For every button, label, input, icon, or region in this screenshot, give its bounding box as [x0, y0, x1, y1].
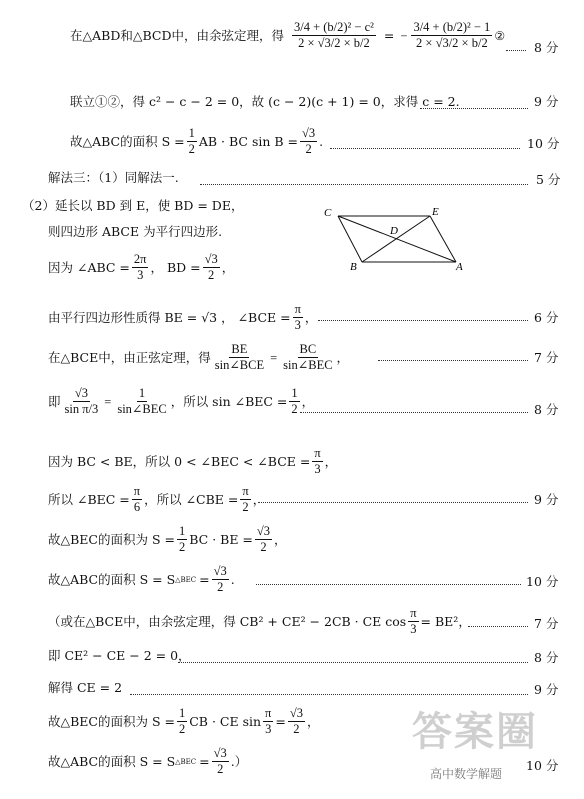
fraction-denominator: 2	[291, 402, 298, 416]
fraction-numerator: 1	[138, 386, 146, 400]
fraction-denominator: 6	[133, 500, 141, 514]
fraction-denominator: 3	[265, 722, 272, 736]
solution-line-3	[70, 126, 323, 157]
fraction-sqrt3-over-2	[212, 746, 229, 777]
fraction-half	[177, 706, 187, 737]
solution-line-15	[48, 606, 471, 637]
solution-line-19	[48, 746, 247, 777]
fraction-two-pi-over-3	[132, 252, 149, 283]
line-text: ，	[324, 453, 338, 469]
fraction-numerator: 1	[178, 524, 186, 538]
fraction-denominator: sin π/3	[64, 402, 99, 416]
label-e: E	[432, 206, 439, 218]
parallelogram-diagram	[322, 204, 472, 274]
solution-line-12	[48, 484, 265, 515]
fraction-numerator: √3	[302, 126, 316, 140]
points-label: 5 分	[536, 172, 561, 187]
label-c: C	[324, 207, 332, 219]
dot-leader	[200, 184, 528, 185]
dot-leader	[378, 360, 528, 361]
fraction-numerator: BE	[231, 342, 248, 356]
fraction-half	[289, 386, 299, 417]
dot-leader	[420, 108, 528, 109]
diagonal-be	[362, 216, 430, 262]
fraction-denominator: 3	[410, 622, 417, 636]
line-text: ，	[221, 259, 235, 275]
line-text: ， BD =	[150, 259, 201, 275]
line-text: .	[319, 133, 324, 149]
points-label: 7 分	[534, 616, 559, 631]
fraction-pi-over-3	[293, 302, 303, 333]
fraction-denominator: 2	[242, 500, 249, 514]
solution-line-11	[48, 446, 337, 477]
line-text: 即 CE² − CE − 2 = 0，	[48, 648, 191, 663]
solution-line-13	[48, 524, 287, 555]
watermark-logo: 答案圈	[412, 709, 538, 755]
line-text: ，所以 ∠CBE =	[144, 491, 239, 507]
fraction-pi-over-3	[312, 446, 322, 477]
fraction-denominator: 2	[217, 762, 224, 776]
fraction-denominator: 2	[208, 268, 215, 282]
fraction-denominator: 2	[293, 722, 300, 736]
solution-line-9: 在△BCE中，由正弦定理，得 $\frac{BE}{\text{sin∠BCE}}$ = $\frac{BC}{\text{sin∠BEC}}$ ，	[48, 342, 350, 372]
fraction-numerator: 3/4 + (b/2)² − 1	[413, 20, 491, 34]
line-text: 故△ABC的面积 S =	[70, 133, 185, 149]
fraction-pi-over-3	[263, 706, 273, 737]
fraction-denominator: 2	[178, 540, 186, 554]
fraction-denominator: 3	[294, 318, 301, 332]
fraction-cosine-right	[411, 20, 492, 51]
dot-leader	[178, 662, 528, 663]
solution-line-14	[48, 564, 235, 595]
label-d: D	[390, 225, 398, 237]
fraction-numerator: π	[265, 706, 272, 720]
solution-line-17	[48, 680, 122, 696]
solution-line-8	[48, 302, 317, 333]
line-text: ，	[336, 349, 350, 365]
fraction-pi-over-2	[240, 484, 250, 515]
fraction-denominator: 2	[178, 722, 186, 736]
line-text: 联立①②，得 c² − c − 2 = 0，故 (c − 2)(c + 1) = 0，求得 c = 2.	[70, 94, 460, 109]
line-text: .）	[230, 753, 248, 769]
dot-leader	[318, 320, 528, 321]
solution-line-10: 即 $\frac{√3}{\text{sin π/3}}$ = $\frac{1}{\text{sin∠BEC}}$ ，所以 sin ∠BEC = $\frac{1}{2}$ ，	[48, 386, 315, 416]
line-text: =	[199, 753, 210, 769]
dot-leader	[130, 694, 528, 695]
subscript: △BEC	[175, 757, 197, 766]
fraction-numerator: 3/4 + (b/2)² − c²	[293, 20, 374, 34]
line-text: AB · BC sin B =	[198, 133, 299, 149]
line-text: =	[275, 713, 286, 729]
points-label: 7 分	[534, 350, 559, 365]
points-label: 9 分	[534, 94, 559, 109]
fraction-denominator: 2 × √3/2 × b/2	[416, 36, 488, 50]
points-label: 8 分	[534, 402, 559, 417]
dot-leader	[258, 502, 528, 503]
fraction-numerator: √3	[74, 386, 88, 400]
fraction-half	[187, 126, 197, 157]
dot-leader	[506, 50, 526, 51]
fraction-sqrt3-over-2	[212, 564, 229, 595]
fraction-denominator: 2	[260, 540, 267, 554]
fraction-numerator: π	[294, 302, 301, 316]
line-text: 故△BEC的面积为 S =	[48, 531, 175, 547]
points-label: 9 分	[534, 682, 559, 697]
fraction-denominator: 2	[217, 580, 224, 594]
points-label: 10 分	[526, 758, 559, 773]
line-text: 即	[48, 393, 61, 409]
line-text: ，	[252, 491, 266, 507]
fraction-numerator: BC	[299, 342, 317, 356]
edge-ea	[430, 216, 456, 262]
dot-leader	[468, 626, 528, 627]
fraction-denominator: 2 × √3/2 × b/2	[298, 36, 370, 50]
fraction-numerator: √3	[213, 746, 227, 760]
line-text: ，所以 sin ∠BEC =	[170, 393, 288, 409]
solution-line-5	[22, 198, 243, 214]
fraction-numerator: 2π	[133, 252, 147, 266]
solution-line-18	[48, 706, 319, 737]
line-text: BC · BE =	[189, 531, 253, 547]
line-text: 故△BEC的面积为 S =	[48, 713, 175, 729]
fraction-denominator: 2	[188, 142, 195, 156]
dot-leader	[256, 584, 521, 585]
line-text: .	[230, 571, 235, 587]
fraction-denominator: sin∠BEC	[117, 402, 167, 416]
solution-line-1: 在△ABD和△BCD中，由余弦定理，得 $\frac{\text{3/4 + (b/2)² − c²}}{2 \times √3/2 \times b/2}$ = − $\frac{\text{3/4 + (b/2)² − 1}}{2 \times √3/2 \times b/2}$ ②	[70, 20, 506, 50]
line-text: ，	[304, 309, 318, 325]
line-text: 在△ABD和△BCD中，由余弦定理，得	[70, 27, 284, 43]
diagonal-ca	[338, 216, 456, 262]
line-text: 因为 BC < BE，所以 0 < ∠BEC < ∠BCE =	[48, 453, 311, 469]
points-label: 9 分	[534, 492, 559, 507]
fraction-denominator: 2	[305, 142, 312, 156]
fraction-cosine-left	[292, 20, 376, 51]
dot-leader	[300, 412, 528, 413]
points-label: 8 分	[534, 650, 559, 665]
fraction-denominator: 3	[314, 462, 321, 476]
line-text: ，	[301, 393, 315, 409]
line-text: =	[199, 571, 210, 587]
points-label: 10 分	[526, 574, 559, 589]
fraction-sqrt3-over-2	[300, 126, 317, 157]
line-text: 由平行四边形性质得 BE = √3 ， ∠BCE =	[48, 309, 291, 325]
solution-line-7	[48, 252, 234, 283]
equation-marker: ②	[494, 28, 506, 43]
fraction-numerator: π	[314, 446, 321, 460]
line-text: 则四边形 ABCE 为平行四边形.	[48, 224, 223, 239]
fraction-numerator: √3	[204, 252, 218, 266]
points-label: 6 分	[534, 310, 559, 325]
fraction-numerator: 1	[291, 386, 298, 400]
label-b: B	[350, 261, 357, 273]
watermark-caption: 高中数学解题	[430, 767, 503, 781]
line-text: 因为 ∠ABC =	[48, 259, 130, 275]
dot-leader	[330, 148, 520, 149]
solution-line-2	[70, 94, 460, 110]
fraction-numerator: π	[410, 606, 417, 620]
fraction-numerator: √3	[289, 706, 303, 720]
fraction-one-over-sin	[115, 386, 168, 417]
line-text: 所以 ∠BEC =	[48, 491, 130, 507]
line-text: CB · CE sin	[189, 713, 262, 729]
subscript: △BEC	[175, 575, 197, 584]
solution-line-6	[48, 224, 222, 240]
fraction-sqrt3-over-2	[255, 524, 272, 555]
fraction-numerator: π	[133, 484, 141, 498]
points-label: 8 分	[534, 40, 559, 55]
fraction-numerator: 1	[178, 706, 186, 720]
line-text: 解得 CE = 2	[48, 680, 123, 695]
fraction-numerator: π	[242, 484, 249, 498]
line-text: 故△ABC的面积 S = S	[48, 571, 176, 587]
fraction-denominator: 3	[137, 268, 144, 282]
label-a: A	[456, 261, 463, 273]
solution-line-16	[48, 648, 191, 664]
fraction-bc-over-sin	[281, 342, 334, 373]
edge-bc	[338, 216, 362, 262]
fraction-sqrt3-over-2	[203, 252, 220, 283]
fraction-numerator: 1	[188, 126, 195, 140]
solution-line-4	[48, 170, 179, 186]
line-text: = BE²，	[420, 613, 471, 629]
line-text: （或在△BCE中，由余弦定理，得 CB² + CE² − 2CB · CE cos	[48, 613, 407, 629]
line-text: 解法三：（1）同解法一.	[48, 170, 179, 185]
fraction-denominator: sin∠BCE	[214, 358, 265, 372]
fraction-half	[177, 524, 187, 555]
fraction-numerator: √3	[256, 524, 271, 538]
line-text: 故△ABC的面积 S = S	[48, 753, 176, 769]
points-label: 10 分	[527, 136, 560, 151]
line-text: ，	[274, 531, 287, 547]
line-text: （2）延长以 BD 到 E，使 BD = DE，	[22, 198, 244, 213]
line-text: 在△BCE中，由正弦定理，得	[48, 349, 211, 365]
equals-sign: =	[383, 27, 395, 43]
fraction-pi-over-3	[408, 606, 418, 637]
fraction-denominator: sin∠BEC	[283, 358, 333, 372]
fraction-pi-over-6	[132, 484, 142, 515]
fraction-numerator: √3	[213, 564, 227, 578]
fraction-be-over-sin	[213, 342, 266, 373]
fraction-sqrt3-over-2	[288, 706, 305, 737]
line-text: ，	[306, 713, 320, 729]
fraction-sqrt3-over-sin	[63, 386, 101, 417]
